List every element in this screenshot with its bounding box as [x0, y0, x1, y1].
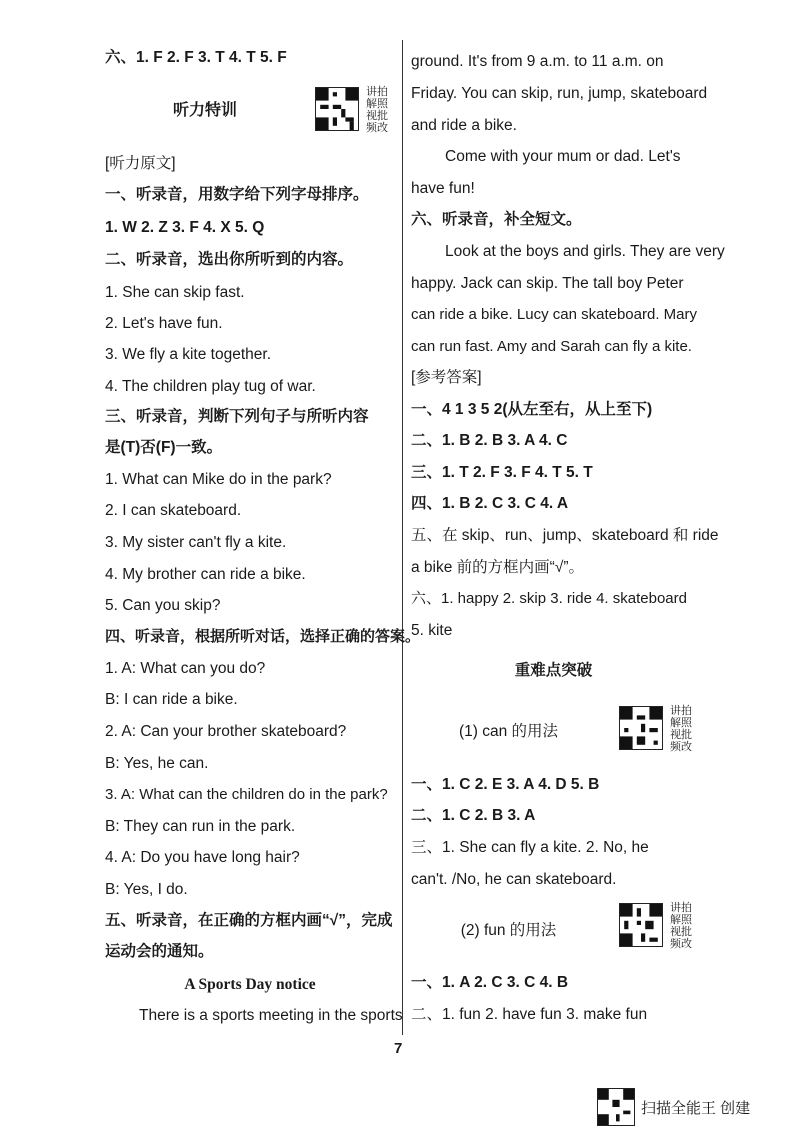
part-3-heading-cont: 是(T)否(F)一致。: [105, 439, 223, 456]
part-2-item-2: 2. Let's have fun.: [105, 315, 223, 332]
part-6-heading: 六、听录音，补全短文。: [411, 211, 582, 228]
scanner-qr-icon: [597, 1088, 635, 1126]
notice-title: A Sports Day notice: [184, 976, 316, 993]
can-answer-2: 二、1. C 2. B 3. A: [411, 807, 536, 824]
notice-line-5: Come with your mum or dad. Let's: [445, 148, 681, 165]
scanner-label: 扫描全能王 创建: [641, 1099, 751, 1117]
answer-line-5: 五、在 skip、run、jump、skateboard 和 ride: [411, 527, 719, 544]
passage-line-3: can ride a bike. Lucy can skateboard. Mary: [411, 306, 697, 323]
notice-line-4: and ride a bike.: [411, 117, 517, 134]
answer-line-6: 六、1. F 2. F 3. T 4. T 5. F: [105, 49, 287, 66]
part-3-item-5: 5. Can you skip?: [105, 597, 221, 614]
heading-answers: [参考答案]: [411, 369, 482, 386]
qr-caption: 讲拍解照视批频改: [366, 86, 388, 134]
part-2-item-1: 1. She can skip fast.: [105, 284, 245, 301]
part-3-heading: 三、听录音，判断下列句子与所听内容: [105, 408, 369, 425]
part-1-line: 1. W 2. Z 3. F 4. X 5. Q: [105, 219, 265, 236]
notice-line-1: There is a sports meeting in the sports: [139, 1007, 403, 1024]
section-title: 听力特训: [172, 102, 237, 119]
part-5-heading-cont: 运动会的通知。: [105, 943, 214, 960]
part-4-item-3b: B: They can run in the park.: [105, 818, 296, 835]
answer-line-6-cont: 5. kite: [411, 622, 453, 639]
can-answer-1: 一、1. C 2. E 3. A 4. D 5. B: [411, 776, 600, 793]
heading-transcript: [听力原文]: [105, 155, 176, 172]
part-5-heading: 五、听录音，在正确的方框内画“√”，完成: [105, 912, 393, 929]
answer-line-6: 六、1. happy 2. skip 3. ride 4. skateboard: [411, 590, 687, 607]
notice-line-6: have fun!: [411, 180, 475, 197]
part-3-item-4: 4. My brother can ride a bike.: [105, 566, 306, 583]
subsection-fun-title: (2) fun 的用法: [460, 922, 557, 939]
part-4-item-1a: 1. A: What can you do?: [105, 660, 266, 677]
part-3-item-2: 2. I can skateboard.: [105, 502, 242, 519]
fun-answer-1: 一、1. A 2. C 3. C 4. B: [411, 974, 569, 991]
notice-line-2: ground. It's from 9 a.m. to 11 a.m. on: [411, 53, 664, 70]
part-3-item-1: 1. What can Mike do in the park?: [105, 471, 332, 488]
can-answer-3-cont: can't. /No, he can skateboard.: [411, 871, 617, 888]
part-3-item-3: 3. My sister can't fly a kite.: [105, 534, 287, 551]
answer-line-1: 一、4 1 3 5 2(从左至右，从上至下): [411, 401, 653, 418]
part-4-item-1b: B: I can ride a bike.: [105, 691, 238, 708]
qr-caption: 讲拍解照视批频改: [670, 705, 692, 753]
can-answer-3: 三、1. She can fly a kite. 2. No, he: [411, 839, 649, 856]
section-title-key-points: 重难点突破: [514, 662, 593, 679]
qr-caption: 讲拍解照视批频改: [670, 902, 692, 950]
answer-line-4: 四、1. B 2. C 3. C 4. A: [411, 495, 569, 512]
qr-code-icon[interactable]: [619, 903, 663, 947]
answer-line-2: 二、1. B 2. B 3. A 4. C: [411, 432, 568, 449]
part-4-item-3a: 3. A: What can the children do in the park?: [105, 786, 388, 803]
qr-code-icon[interactable]: [619, 706, 663, 750]
notice-line-3: Friday. You can skip, run, jump, skateboard: [411, 85, 708, 102]
part-4-item-4b: B: Yes, I do.: [105, 881, 188, 898]
part-4-item-2a: 2. A: Can your brother skateboard?: [105, 723, 347, 740]
fun-answer-2: 二、1. fun 2. have fun 3. make fun: [411, 1006, 648, 1023]
answer-line-5-cont: a bike 前的方框内画“√”。: [411, 559, 584, 576]
part-2-heading: 二、听录音，选出你所听到的内容。: [105, 251, 354, 268]
passage-line-4: can run fast. Amy and Sarah can fly a kite.: [411, 338, 692, 355]
page-number: 7: [394, 1040, 403, 1057]
scanner-watermark: [597, 1088, 750, 1126]
qr-code-icon[interactable]: [315, 87, 359, 131]
column-divider: [402, 40, 403, 1035]
part-4-item-4a: 4. A: Do you have long hair?: [105, 849, 300, 866]
part-2-item-4: 4. The children play tug of war.: [105, 378, 316, 395]
part-4-item-2b: B: Yes, he can.: [105, 755, 209, 772]
part-4-heading: 四、听录音，根据所听对话，选择正确的答案。: [105, 628, 421, 645]
part-2-item-3: 3. We fly a kite together.: [105, 346, 271, 363]
answer-line-3: 三、1. T 2. F 3. F 4. T 5. T: [411, 464, 593, 481]
subsection-can-title: (1) can 的用法: [458, 723, 559, 740]
passage-line-2: happy. Jack can skip. The tall boy Peter: [411, 275, 684, 292]
passage-line-1: Look at the boys and girls. They are very: [445, 243, 725, 260]
part-1-heading: 一、听录音，用数字给下列字母排序。: [105, 186, 369, 203]
